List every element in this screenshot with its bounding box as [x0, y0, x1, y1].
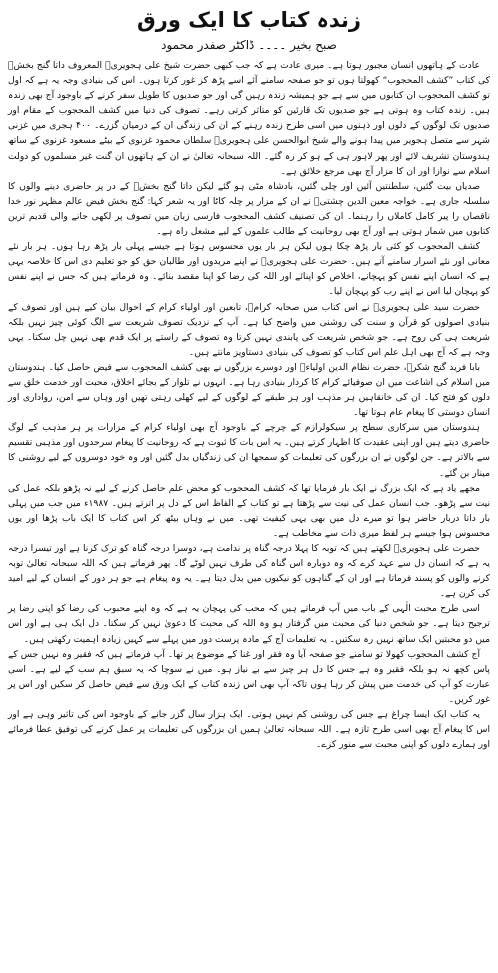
paragraph: اسی طرح محبت الٰہی کے باب میں آپ فرماتے ہیں کہ محب کی پہچان یہ ہے کہ وہ اپنے محبوب کی رضا کو اپنی رضا پر ترجیح دیتا ہے۔ جو شخص دنیا کی محبت میں گرفتار ہو وہ اللہ کی محبت کا دعویٰ نہیں کر سکتا۔ دل ایک ہی ہے اور اس میں دو محبتیں ایک ساتھ نہیں رہ سکتیں۔ یہ تعلیمات آج کے مادہ پرست دور میں پہلے سے کہیں زیادہ اہمیت رکھتی ہیں۔: [8, 603, 490, 645]
author-byline: صبح بخیر ۔۔۔۔ ڈاکٹر صفدر محمود: [161, 38, 337, 52]
paragraph: مجھے یاد ہے کہ ایک بزرگ نے ایک بار فرمایا تھا کہ کشف المحجوب کو محض علم حاصل کرنے کے لیے نہ پڑھو بلکہ عمل کی نیت سے پڑھو۔ جب انسان عمل کی نیت سے پڑھتا ہے تو کتاب کے الفاظ اس کے دل پر اترتے ہیں۔ ۱۹۸۷ء میں جب میں پہلی بار داتا دربار حاضر ہوا تو میرے دل میں بھی یہی کیفیت تھی۔ میں نے وہاں بیٹھ کر اس کتاب کا ایک باب پڑھا اور یوں محسوس ہوا جیسے ہر لفظ میری ذات سے مخاطب ہے۔: [8, 482, 491, 539]
column-body: [8, 58, 490, 752]
paragraph: حضرت سید علی ہجویریؒ نے اس کتاب میں صحابہ کرامؓ، تابعین اور اولیاء کرام کے احوال بیان کیے ہیں اور تصوف کے بنیادی اصولوں کو قرآن و سنت کی روشنی میں واضح کیا ہے۔ آپ کے نزدیک تصوف شریعت سے الگ کوئی چیز نہیں بلکہ شریعت ہی کی روح ہے۔ جو شخص شریعت کی پابندی نہیں کرتا وہ تصوف کے راستے پر ایک قدم بھی نہیں چل سکتا۔ یہی وجہ ہے کہ آج بھی اہل علم اس کتاب کو تصوف کی بنیادی دستاویز مانتے ہیں۔: [8, 301, 490, 358]
paragraph: بابا فرید گنج شکرؒ، حضرت نظام الدین اولیاءؒ اور دوسرے بزرگوں نے بھی کشف المحجوب سے فیض حاصل کیا۔ ہندوستان میں اسلام کی اشاعت میں ان صوفیائے کرام کا کردار بنیادی رہا ہے۔ انہوں نے تلوار کے بجائے اخلاق، محبت اور خدمت خلق سے دلوں کو فتح کیا۔ ان کی خانقاہیں ہر مذہب اور ہر طبقے کے لوگوں کے لیے کھلی رہتی تھیں اور وہاں سے امن، رواداری اور انسان دوستی کا پیغام عام ہوتا تھا۔: [8, 361, 490, 419]
paragraph: ہندوستان میں سرکاری سطح پر سیکولرازم کے چرچے کے باوجود آج بھی اولیاء کرام کے مزارات پر ہر مذہب کے لوگ حاضری دیتے ہیں اور اپنی عقیدت کا اظہار کرتے ہیں۔ یہ اس بات کا ثبوت ہے کہ روحانیت کا پیغام سرحدوں اور مذہبی تقسیم سے بالاتر ہے۔ جن لوگوں نے ان بزرگوں کی تعلیمات کو سمجھا ان کی زندگیاں بدل گئیں اور وہ خود دوسروں کے لیے روشنی کا مینار بن گئے۔: [8, 422, 490, 479]
paragraph: حضرت علی ہجویریؒ لکھتے ہیں کہ توبہ کا پہلا درجہ گناہ پر ندامت ہے، دوسرا درجہ گناہ کو ترک کرنا ہے اور تیسرا درجہ یہ ہے کہ انسان دل سے عہد کرے کہ وہ دوبارہ اس گناہ کی طرف نہیں لوٹے گا۔ پھر فرماتے ہیں کہ اللہ سبحانہ تعالیٰ توبہ کرنے والوں کو پسند فرماتا ہے اور ان کے گناہوں کو نیکیوں میں بدل دیتا ہے۔ یہ وہ پیغام ہے جو ہر دور کے انسان کے لیے امید کی کرن ہے۔: [8, 543, 490, 600]
paragraph: صدیاں بیت گئیں، سلطنتیں آئیں اور چلی گئیں، بادشاہ مٹی ہو گئے لیکن داتا گنج بخشؒ کے در پر حاضری دینے والوں کا سلسلہ جاری ہے۔ خواجہ معین الدین چشتیؒ نے ان کے مزار پر چلہ کاٹا اور یہ شعر کہا: گنج بخش فیض عالم مظہر نور خدا ناقصاں را پیر کامل کاملاں را رہنما۔ ان کی تصنیف کشف المحجوب فارسی زبان میں تصوف پر لکھی جانے والی قدیم ترین کتابوں میں شمار ہوتی ہے اور آج بھی روحانیت کے طالب علموں کے لیے مشعل راہ ہے۔: [8, 180, 490, 238]
paragraph: کشف المحجوب کو کئی بار پڑھ چکا ہوں لیکن ہر بار یوں محسوس ہوتا ہے جیسے پہلی بار پڑھ رہا ہوں۔ ہر بار نئے معانی اور نئے اسرار سامنے آتے ہیں۔ حضرت علی ہجویریؒ نے اپنے مریدوں اور طالبان حق کو جو تعلیم دی اس کا خلاصہ یہی ہے کہ انسان اپنے نفس کو پہچانے، اخلاص کو اپنائے اور اللہ کی رضا کو اپنا مقصد بنائے۔ وہ فرماتے ہیں کہ جس نے اپنے نفس کو پہچان لیا اس نے اپنے رب کو پہچان لیا۔: [8, 241, 490, 298]
newspaper-column: [8, 6, 490, 969]
paragraph: آج کشف المحجوب کھولا تو سامنے جو صفحہ آیا وہ فقر اور غنا کے موضوع پر تھا۔ آپ فرماتے ہیں کہ فقیر وہ نہیں جس کے پاس کچھ نہ ہو بلکہ فقیر وہ ہے جس کا دل ہر چیز سے بے نیاز ہو۔ میں نے سوچا کہ یہ سبق ہم سب کے لیے ہے۔ اسی عبارت کو آپ کی خدمت میں پیش کر رہا ہوں تاکہ آپ بھی اس زندہ کتاب کے ایک ورق سے فیض حاصل کر سکیں اور اس پر غور کریں۔: [8, 648, 490, 705]
paragraph: یہ کتاب ایک ایسا چراغ ہے جس کی روشنی کم نہیں ہوتی۔ ایک ہزار سال گزر جانے کے باوجود اس کی تاثیر وہی ہے اور اس کا پیغام آج بھی اسی طرح تازہ ہے۔ اللہ سبحانہ تعالیٰ ہمیں ان بزرگوں کی تعلیمات پر عمل کرنے کی توفیق عطا فرمائے اور ہمارے دلوں کو اپنی محبت سے منور کرے۔: [8, 709, 490, 751]
paragraph: عادت کے ہاتھوں انسان مجبور ہوتا ہے۔ میری عادت ہے کہ جب کبھی حضرت شیخ علی ہجویریؒ المعروف داتا گنج بخشؒ کی کتاب ”کشف المحجوب“ کھولتا ہوں تو جو صفحہ سامنے آئے اسے پڑھ کر غور کرتا ہوں۔ اس کی بنیادی وجہ یہ ہے کہ اول تو کشف المحجوب ان کتابوں میں سے ہے جو ہمیشہ زندہ رہیں گی اور جو صدیوں کا طویل سفر کرنے کے باوجود آج بھی زندہ ہیں۔ زندہ کتاب وہ ہوتی ہے جو صدیوں تک قارئین کو متاثر کرتی رہے۔ تصوف کی دنیا میں کشف المحجوب کے مقام اور صدیوں تک لوگوں کے دلوں اور ذہنوں میں اسی طرح زندہ رہنے کے ان کی زندگی ان کے درمیان گزرے۔ ۴۰۰ ہجری میں غزنی شہر سے متصل ہجویر میں پیدا ہونے والے شیخ ابوالحسن علی ہجویریؒ سلطان محمود غزنوی کے بیٹے مسعود غزنوی کے ساتھ ہندوستان تشریف لائے اور پھر لاہور ہی کے ہو کر رہ گئے۔ اللہ سبحانہ تعالیٰ نے ان کے ہاتھوں ان گنت غیر مسلموں کو دولت اسلام سے نوازا اور ان کا مزار آج بھی مرجع خلائق ہے۔: [8, 60, 490, 177]
column-title: زندہ کتاب کا ایک ورق: [136, 8, 362, 32]
